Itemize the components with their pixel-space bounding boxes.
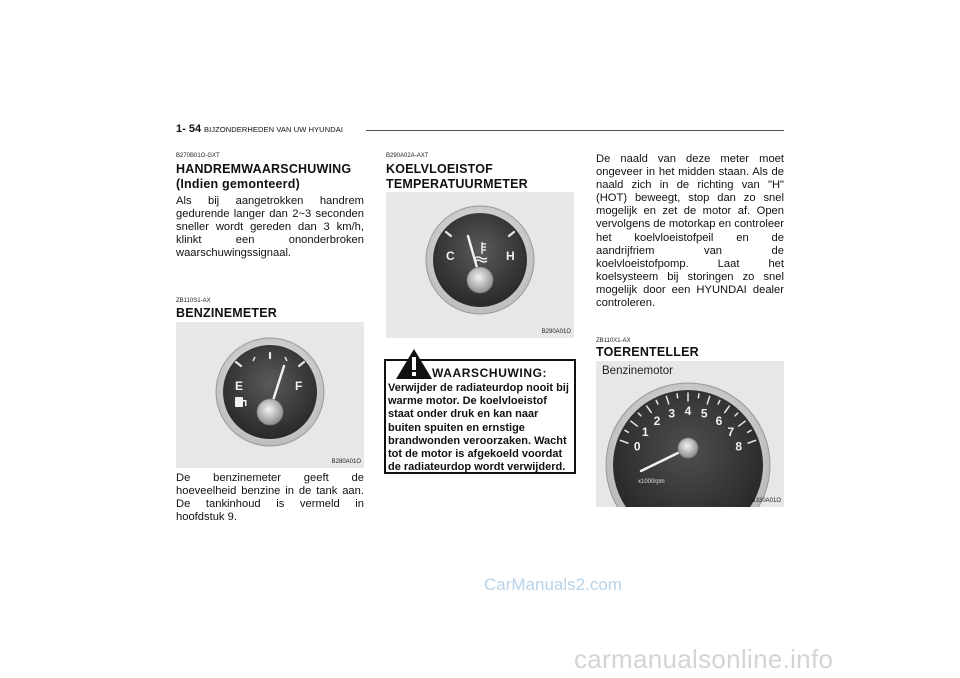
tacho-scale-label: 7	[727, 425, 735, 440]
fuel-image-code: B280A01O	[331, 459, 361, 465]
tachometer-icon	[596, 361, 784, 507]
tacho-minor-tick	[677, 394, 678, 398]
tacho-scale-label: 1	[641, 425, 649, 440]
temperature-gauge-icon	[386, 192, 574, 338]
tacho-unit-label: x1000rpm	[638, 479, 665, 485]
fuel-body: De benzinemeter geeft de hoeveelheid benzine in de tank aan. De tankinhoud is vermeld in hoofdstuk 9.	[176, 472, 364, 524]
handbrake-subtitle: (Indien gemonteerd)	[176, 177, 300, 191]
temp-label-h: H	[506, 249, 515, 263]
tacho-scale-label: 0	[633, 439, 641, 454]
header-rule	[366, 130, 784, 131]
temp-label-c: C	[446, 249, 455, 263]
tacho-scale-label: 4	[684, 404, 692, 418]
coolant-subtitle: TEMPERATUURMETER	[386, 177, 528, 191]
tacho-minor-tick	[698, 394, 699, 398]
fuel-gauge-icon	[176, 322, 364, 468]
handbrake-code: B270B01O-GXT	[176, 153, 220, 159]
page-number: 1- 54	[176, 123, 202, 135]
tacho-scale-label: 5	[700, 406, 708, 421]
tacho-scale-label: 6	[715, 413, 723, 428]
handbrake-body: Als bij aangetrokken handrem gedurende langer dan 2~3 seconden sneller wordt gereden dan 3 km/h, klinkt een ononderbroken waarschuwingssignaal.	[176, 195, 364, 260]
fuel-label-f: F	[295, 379, 303, 393]
coolant-gauge-image	[386, 192, 574, 338]
section-title: BIJZONDERHEDEN VAN UW HYUNDAI	[204, 125, 344, 134]
coolant-image-code: B290A01O	[541, 329, 571, 335]
tacho-image	[596, 361, 784, 507]
warning-triangle-icon	[394, 347, 434, 381]
fuel-title: BENZINEMETER	[176, 306, 278, 320]
tacho-code: ZB110X1-AX	[596, 338, 631, 344]
warning-body: Verwijder de radiateurdop nooit bij warme motor. De koelvloeistof staat onder druk en kan naar buiten spuiten en ernstige brandwonden veroorzaken. Wacht tot de motor is afgekoeld voordat de radiateurdop wordt verwijderd.	[388, 382, 569, 474]
tacho-scale-label: 8	[735, 439, 743, 454]
tacho-scale-label: 2	[653, 413, 661, 428]
coolant-code: B290A02A-AXT	[386, 153, 429, 159]
warning-box	[384, 359, 576, 474]
fuel-code: ZB110S1-AX	[176, 298, 211, 304]
tacho-scale-label: 3	[668, 406, 676, 421]
tacho-image-label: Benzinemotor	[602, 365, 673, 377]
watermark-carmanuals2: CarManuals2.com	[484, 575, 622, 594]
watermark-carmanualsonline: carmanualsonline.info	[574, 644, 834, 674]
tacho-image-code: B330A01O	[751, 498, 781, 504]
coolant-body: De naald van deze meter moet ongeveer in het midden staan. Als de naald zich in de richting van "H" (HOT) beweegt, stop dan zo snel mogelijk en zet de motor af. Open vervolgens de motorkap en controleer het koelvloeistofpeil en de aandrijfriem van de koelvloeistofpomp. Laat het koelsysteem bij storingen zo snel mogelijk door een HYUNDAI dealer controleren.	[596, 153, 784, 310]
handbrake-title: HANDREMWAARSCHUWING	[176, 162, 352, 176]
fuel-label-e: E	[235, 379, 244, 393]
warning-title: WAARSCHUWING:	[432, 366, 548, 380]
tacho-title: TOERENTELLER	[596, 345, 699, 359]
fuel-gauge-image	[176, 322, 364, 468]
coolant-title: KOELVLOEISTOF	[386, 162, 494, 176]
